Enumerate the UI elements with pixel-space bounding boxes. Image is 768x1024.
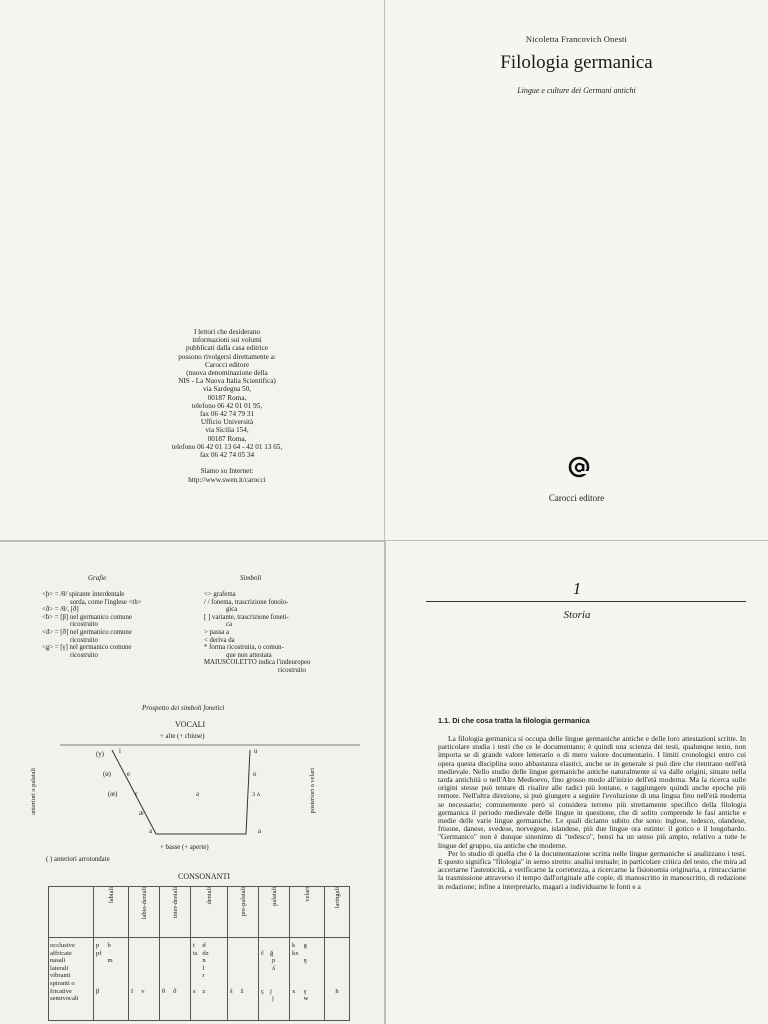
paragraph: Per lo studio di quella che è la documentazione scritta nelle lingue germaniche si analizzano i testi. E questo significa "filologia" in senso stretto: analisi testuale; in particolare critica del testo, che mira ad accertarne l'autenticità, a verificarne la correttezza, a ricercarne la fisionomia originaria, a rintracciarne la trasmissione attraverso il tempo dall'originale alle copie, di manoscritto in manoscritto, di redazione in redazione; infine a interpretarlo, magari a individuarne le fonti e a: [438, 848, 746, 891]
grafie-line: <þ> = /θ/ spirante interdentale: [42, 591, 125, 598]
carocci-at-logo-icon: [568, 456, 590, 478]
row-label: spiranti o: [50, 979, 75, 987]
col-header: labiali: [107, 887, 115, 903]
vowel: a: [258, 828, 262, 835]
title-page: [385, 0, 768, 540]
imprint-line: http://www.swen.it/carocci: [188, 475, 266, 484]
simboli-line: < deriva da: [204, 636, 235, 644]
simboli-list: [204, 591, 310, 675]
vowel: u: [254, 748, 258, 755]
grafie-line: <ƀ> = [β] nel germanico comune: [42, 613, 132, 621]
grafie-line: ricostruito: [70, 651, 98, 659]
simboli-line: <> grafema: [204, 591, 236, 598]
imprint-line: fax 06 42 74 79 31: [199, 410, 255, 419]
symbols-page: [0, 542, 384, 1024]
vowel: æ: [139, 810, 144, 817]
imprint-line: [110, 459, 344, 467]
row-label: vibranti: [50, 972, 71, 980]
author-name: Nicoletta Francovich Onesti: [525, 34, 628, 44]
left-axis-label: anteriori o palatali: [30, 768, 37, 815]
chapter-number: 1: [572, 579, 582, 598]
row-label: fricative: [50, 987, 72, 995]
imprint-line: 00187 Roma,: [207, 393, 247, 402]
grafie-line: ricostruito: [70, 636, 98, 644]
vocali-bottom-label: + basse (+ aperte): [160, 844, 209, 851]
imprint-line: via Sardegna 50,: [202, 385, 252, 394]
imprint-line: Ufficio Università: [200, 418, 254, 427]
grafie-line: sorda, come l'inglese <th>: [70, 598, 142, 606]
vocali-title: VOCALI: [175, 720, 206, 729]
table-row: [49, 887, 350, 938]
consonanti-title: CONSONANTI: [178, 872, 230, 881]
col-header: pre-palatali: [239, 887, 247, 917]
imprint-line: telefono 06 42 01 01 95,: [191, 401, 263, 410]
imprint-page: [0, 0, 384, 540]
vowel: ɛ: [135, 791, 138, 798]
imprint-line: possono rivolgersi direttamente a:: [178, 352, 276, 361]
imprint-line: 00187 Roma,: [207, 434, 247, 443]
vowel: o: [253, 771, 257, 778]
vowel: (ø): [103, 771, 111, 778]
vowel: (y): [96, 751, 104, 758]
row-label: semivocali: [50, 995, 79, 1003]
col-header: dentali: [205, 887, 213, 905]
grafie-heading: Grafie: [88, 574, 107, 582]
table-row: occlusive affricate nasali laterali vibranti spiranti o fricative semivocali p pf β b m f v θ ð t ts s d dz n l r z š ž č ğ ɲ ʎ ç j j k kx x g ŋ γ w h: [49, 938, 350, 1021]
imprint-line: NIS - La Nuova Italia Scientifica): [178, 377, 276, 386]
vowel: ə: [196, 791, 200, 798]
vocali-top-label: + alte (+ chiuse): [160, 733, 205, 740]
row-label: occlusive: [50, 942, 75, 949]
vowel: (œ): [108, 791, 118, 798]
imprint-line: informazioni sui volumi: [192, 336, 262, 345]
grafie-line: <đ> = [ð] nel germanico comune: [42, 628, 132, 636]
simboli-line: [ ] variante, trascrizione foneti-: [204, 613, 289, 621]
simboli-line: * forma ricostruita, o comun-: [204, 644, 284, 652]
col-header: inter-dentali: [171, 887, 179, 919]
col-header: labio-dentali: [140, 887, 148, 920]
rounded-note: ( ) anteriori arrotondate: [46, 856, 110, 863]
imprint-line: Siamo su Internet:: [200, 467, 254, 476]
vowel: ɔ ʌ: [252, 791, 261, 798]
grafie-line: <ǥ> = [γ] nel germanico comune: [42, 644, 132, 652]
simboli-line: / / fonema, trascrizione fonolo-: [204, 598, 289, 606]
consonant-table: [48, 886, 350, 1021]
simboli-line: > passa a: [204, 628, 229, 636]
section-heading: 1.1. Di che cosa tratta la filologia germanica: [438, 716, 590, 725]
vowel: a: [149, 828, 153, 835]
imprint-line: (nuova denominazione della: [186, 369, 268, 378]
publisher-contact-block: [110, 328, 344, 484]
vowel: i: [119, 748, 121, 755]
imprint-line: telefono 06 42 01 13 64 - 42 01 13 65,: [171, 442, 283, 451]
simboli-line: ca: [226, 621, 233, 629]
vowel: e: [127, 771, 131, 778]
grafie-list: [42, 591, 142, 659]
col-header: palatali: [270, 887, 278, 906]
simboli-line: que non attestata: [226, 651, 272, 659]
imprint-line: I lettori che desiderano: [193, 328, 261, 336]
paragraph: La filologia germanica si occupa delle lingue germaniche antiche e delle loro attestazioni scritte. In particolare studia i testi che ce le documentano; è quindi una scienza dei testi, qualunque testo, non importa se di grande valore letterario o di mero valore documentario. I limiti cronologici entro cui opera questa disciplina sono abbastanza elastici, anche se in generale si può dire che rientrano nell'età medievale. Nello studio delle lingue germaniche antiche naturalmente si va dalle origini, situate nella tarda antichità o nell'Alto Medioevo, fino grosso modo all'inizio dell'età moderna. Ma la ricerca sulle origini stesse può tentare di risalire alle radici più lontane, e raggiungere quindi anche epoche più remote. Nell'altra direzione, si può giungere a seguire l'evoluzione di una lingua fino nell'età moderna se necessario; comunemente però si considera terreno più strettamente specifico della filologia germanica il periodo medievale delle lingue in questione, che di solito comprende le fasi antiche e medie delle varie lingue germaniche. Le quali diciamo subito che sono: inglese, tedesco, olandese, frisone, danese, svedese, norvegese, islandese, più due lingue ora estinte: il gotico e il longobardo. "Germanico" non è dunque sinonimo di "tedesco", bensì ha un senso più ampio, relativo a tutte le lingue del gruppo, sia antiche che moderne.: [438, 734, 746, 850]
imprint-line: via Sicilia 154,: [205, 426, 249, 435]
chapter-page: [386, 541, 768, 1024]
book-subtitle: Lingue e culture dei Germani antichi: [517, 86, 636, 95]
right-axis-label: posteriori o velari: [309, 768, 316, 814]
book-title: Filologia germanica: [500, 52, 653, 73]
grafie-line: <ð> = /θ/, [ð]: [42, 606, 79, 614]
row-label: nasali: [50, 957, 66, 965]
chapter-rule: [426, 601, 746, 602]
chapter-body: [438, 735, 746, 891]
col-header: laringali: [333, 887, 341, 909]
prospetto-heading: Prospetto dei simboli fonetici: [142, 704, 225, 712]
row-label: laterali: [50, 964, 69, 972]
chapter-title: Storia: [563, 609, 591, 621]
simboli-heading: Simboli: [240, 574, 262, 582]
simboli-line: ricostruito: [278, 666, 306, 674]
imprint-line: pubblicati dalla casa editrice: [185, 344, 269, 353]
imprint-line: fax 06 42 74 05 34: [199, 451, 255, 460]
row-label: affricate: [50, 949, 72, 957]
grafie-line: ricostruito: [70, 621, 98, 629]
imprint-line: Carocci editore: [204, 360, 250, 369]
publisher-name: Carocci editore: [548, 493, 605, 503]
simboli-line: MAIUSCOLETTO indica l'indeuropeo: [204, 659, 311, 667]
col-header: velari: [303, 887, 311, 902]
simboli-line: gica: [226, 606, 238, 614]
